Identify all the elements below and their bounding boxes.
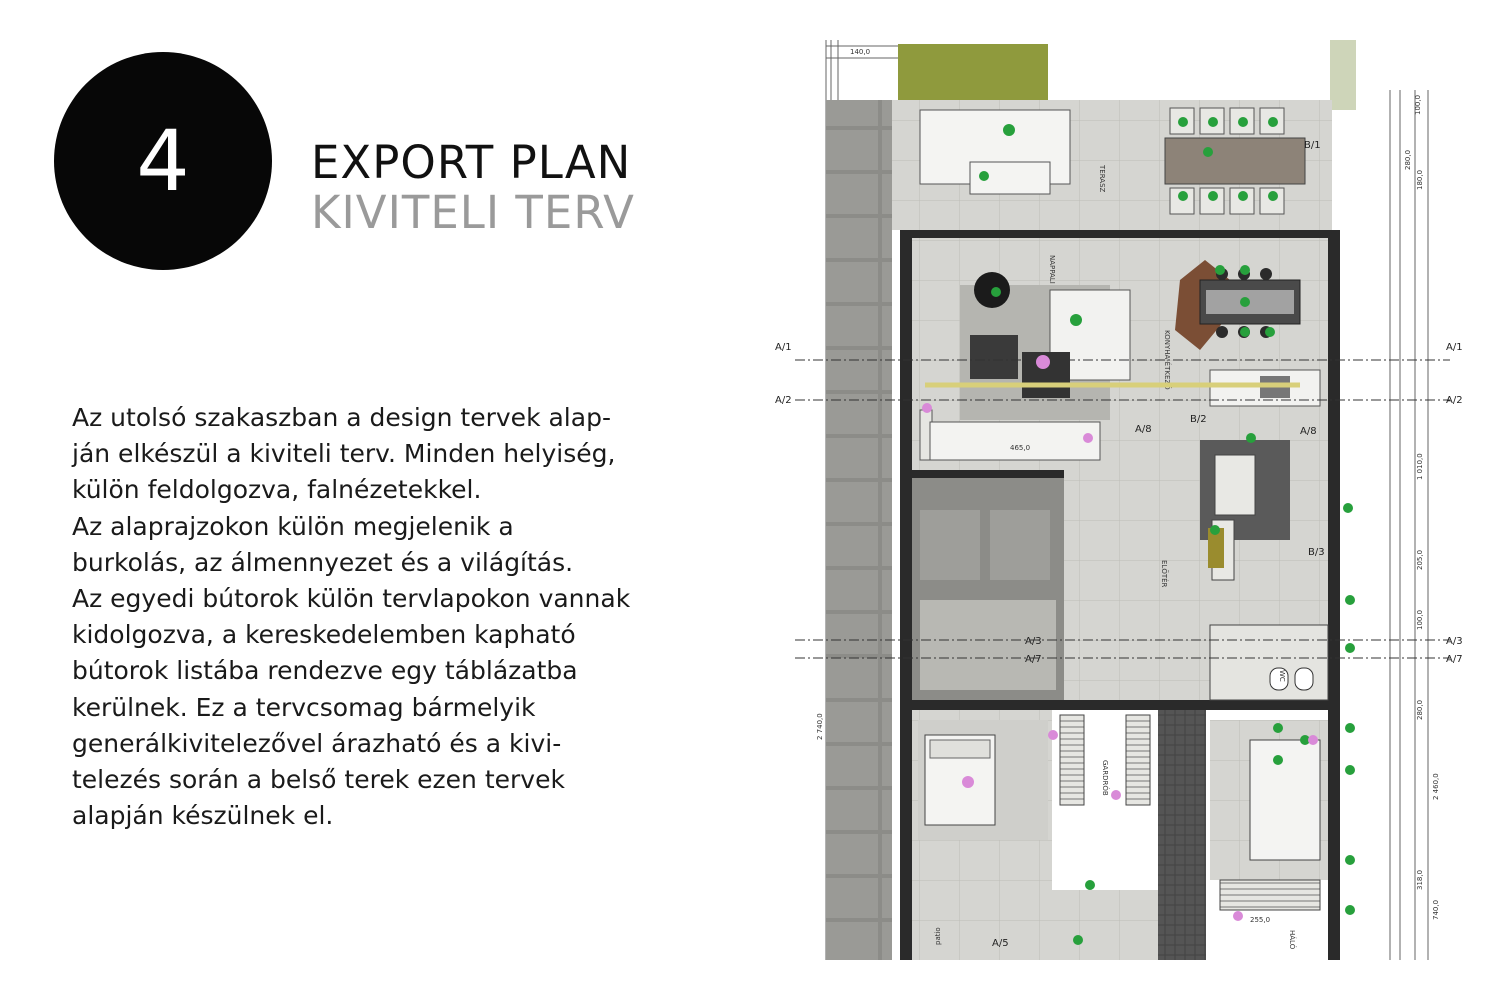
section-marker: A/5: [992, 938, 1009, 949]
bathroom: [1210, 625, 1328, 700]
wardrobe: [1126, 715, 1150, 805]
room-label-wc: WC: [1278, 670, 1286, 682]
description-line: generálkivitelezővel árazható és a kivi-: [72, 728, 562, 758]
planting: [1330, 40, 1356, 110]
description-line: burkolás, az álmennyezet és a világítás.: [72, 547, 574, 577]
description-line: alapján készülnek el.: [72, 801, 334, 831]
description-line: telezés során a belső terek ezen tervek: [72, 765, 565, 795]
corridor: [1158, 710, 1206, 960]
description-line: kidolgozva, a kereskedelemben kapható: [72, 620, 576, 650]
title-english: EXPORT PLAN: [311, 136, 632, 189]
bed: [1250, 740, 1320, 860]
room-label-wardrobe: GARDRÓB: [1101, 760, 1109, 796]
section-marker: A/2: [1446, 395, 1463, 406]
room-label-entry: ELŐTÉR: [1160, 560, 1168, 588]
description-line: Az utolsó szakaszban a design tervek alap-: [72, 403, 611, 432]
description-line: külön feldolgozva, falnézetekkel.: [72, 475, 482, 505]
section-marker: A/3: [1025, 636, 1042, 647]
dimension-label: 140,0: [850, 48, 871, 56]
description-line: kerülnek. Ez a tervcsomag bármelyik: [72, 692, 536, 722]
grass-strip: [898, 44, 1048, 100]
dimension-label: 740,0: [1432, 899, 1440, 920]
section-marker: A/2: [775, 395, 792, 406]
section-marker: A/8: [1300, 426, 1317, 437]
dimension-label: 280,0: [1416, 699, 1424, 720]
armchair: [970, 335, 1018, 379]
dimension-label: 280,0: [1404, 149, 1412, 170]
floor-plan-drawing: [760, 40, 1463, 960]
section-marker: A/8: [1135, 424, 1152, 435]
dimension-label: 2 460,0: [1432, 773, 1440, 800]
room-label-patio: patio: [934, 927, 942, 945]
terrace-table: [1165, 138, 1305, 184]
bottom-room: [912, 890, 1158, 960]
room-label-living: NAPPALI: [1048, 255, 1056, 284]
description-line: Az alaprajzokon külön megjelenik a: [72, 511, 514, 541]
description-paragraph: [72, 400, 712, 834]
section-marker: A/3: [1446, 636, 1463, 647]
section-marker: B/3: [1308, 547, 1325, 558]
description-line: Az egyedi bútorok külön tervlapokon vannak: [72, 584, 631, 614]
dimension-label: 2 740,0: [816, 713, 824, 740]
dimension-label: 180,0: [1416, 169, 1424, 190]
step-number: 4: [136, 112, 190, 210]
dimension-label: 205,0: [1416, 549, 1424, 570]
section-marker: A/7: [1446, 654, 1463, 665]
room-label-terrace: TERASZ: [1098, 165, 1106, 193]
section-marker: B/2: [1190, 414, 1207, 425]
dimension-label: 465,0: [1010, 444, 1031, 452]
description-line: bútorok listába rendezve egy táblázatba: [72, 656, 578, 686]
room-label-bedroom: HÁLÓ: [1288, 930, 1296, 950]
title-hungarian: KIVITELI TERV: [311, 186, 635, 239]
media-cabinet: [930, 422, 1100, 460]
section-marker: A/1: [775, 342, 792, 353]
dimension-label: 255,0: [1250, 916, 1271, 924]
wardrobe: [1060, 715, 1084, 805]
floor-plan-svg: [760, 40, 1463, 960]
deck-paving: [826, 100, 892, 960]
dimension-label: 100,0: [1414, 94, 1422, 115]
toilet: [1295, 668, 1313, 690]
dimension-label: 1 010,0: [1416, 453, 1424, 480]
room-label-kitchen: KONYHA-ÉTKEZŐ: [1163, 330, 1171, 390]
section-marker: A/7: [1025, 654, 1042, 665]
section-marker: A/1: [1446, 342, 1463, 353]
dimension-label: 318,0: [1416, 869, 1424, 890]
dimension-label: 100,0: [1416, 609, 1424, 630]
description-line: ján elkészül a kiviteli terv. Minden helyiség,: [72, 439, 616, 469]
step-badge: [54, 52, 272, 270]
section-marker: B/1: [1304, 140, 1321, 151]
